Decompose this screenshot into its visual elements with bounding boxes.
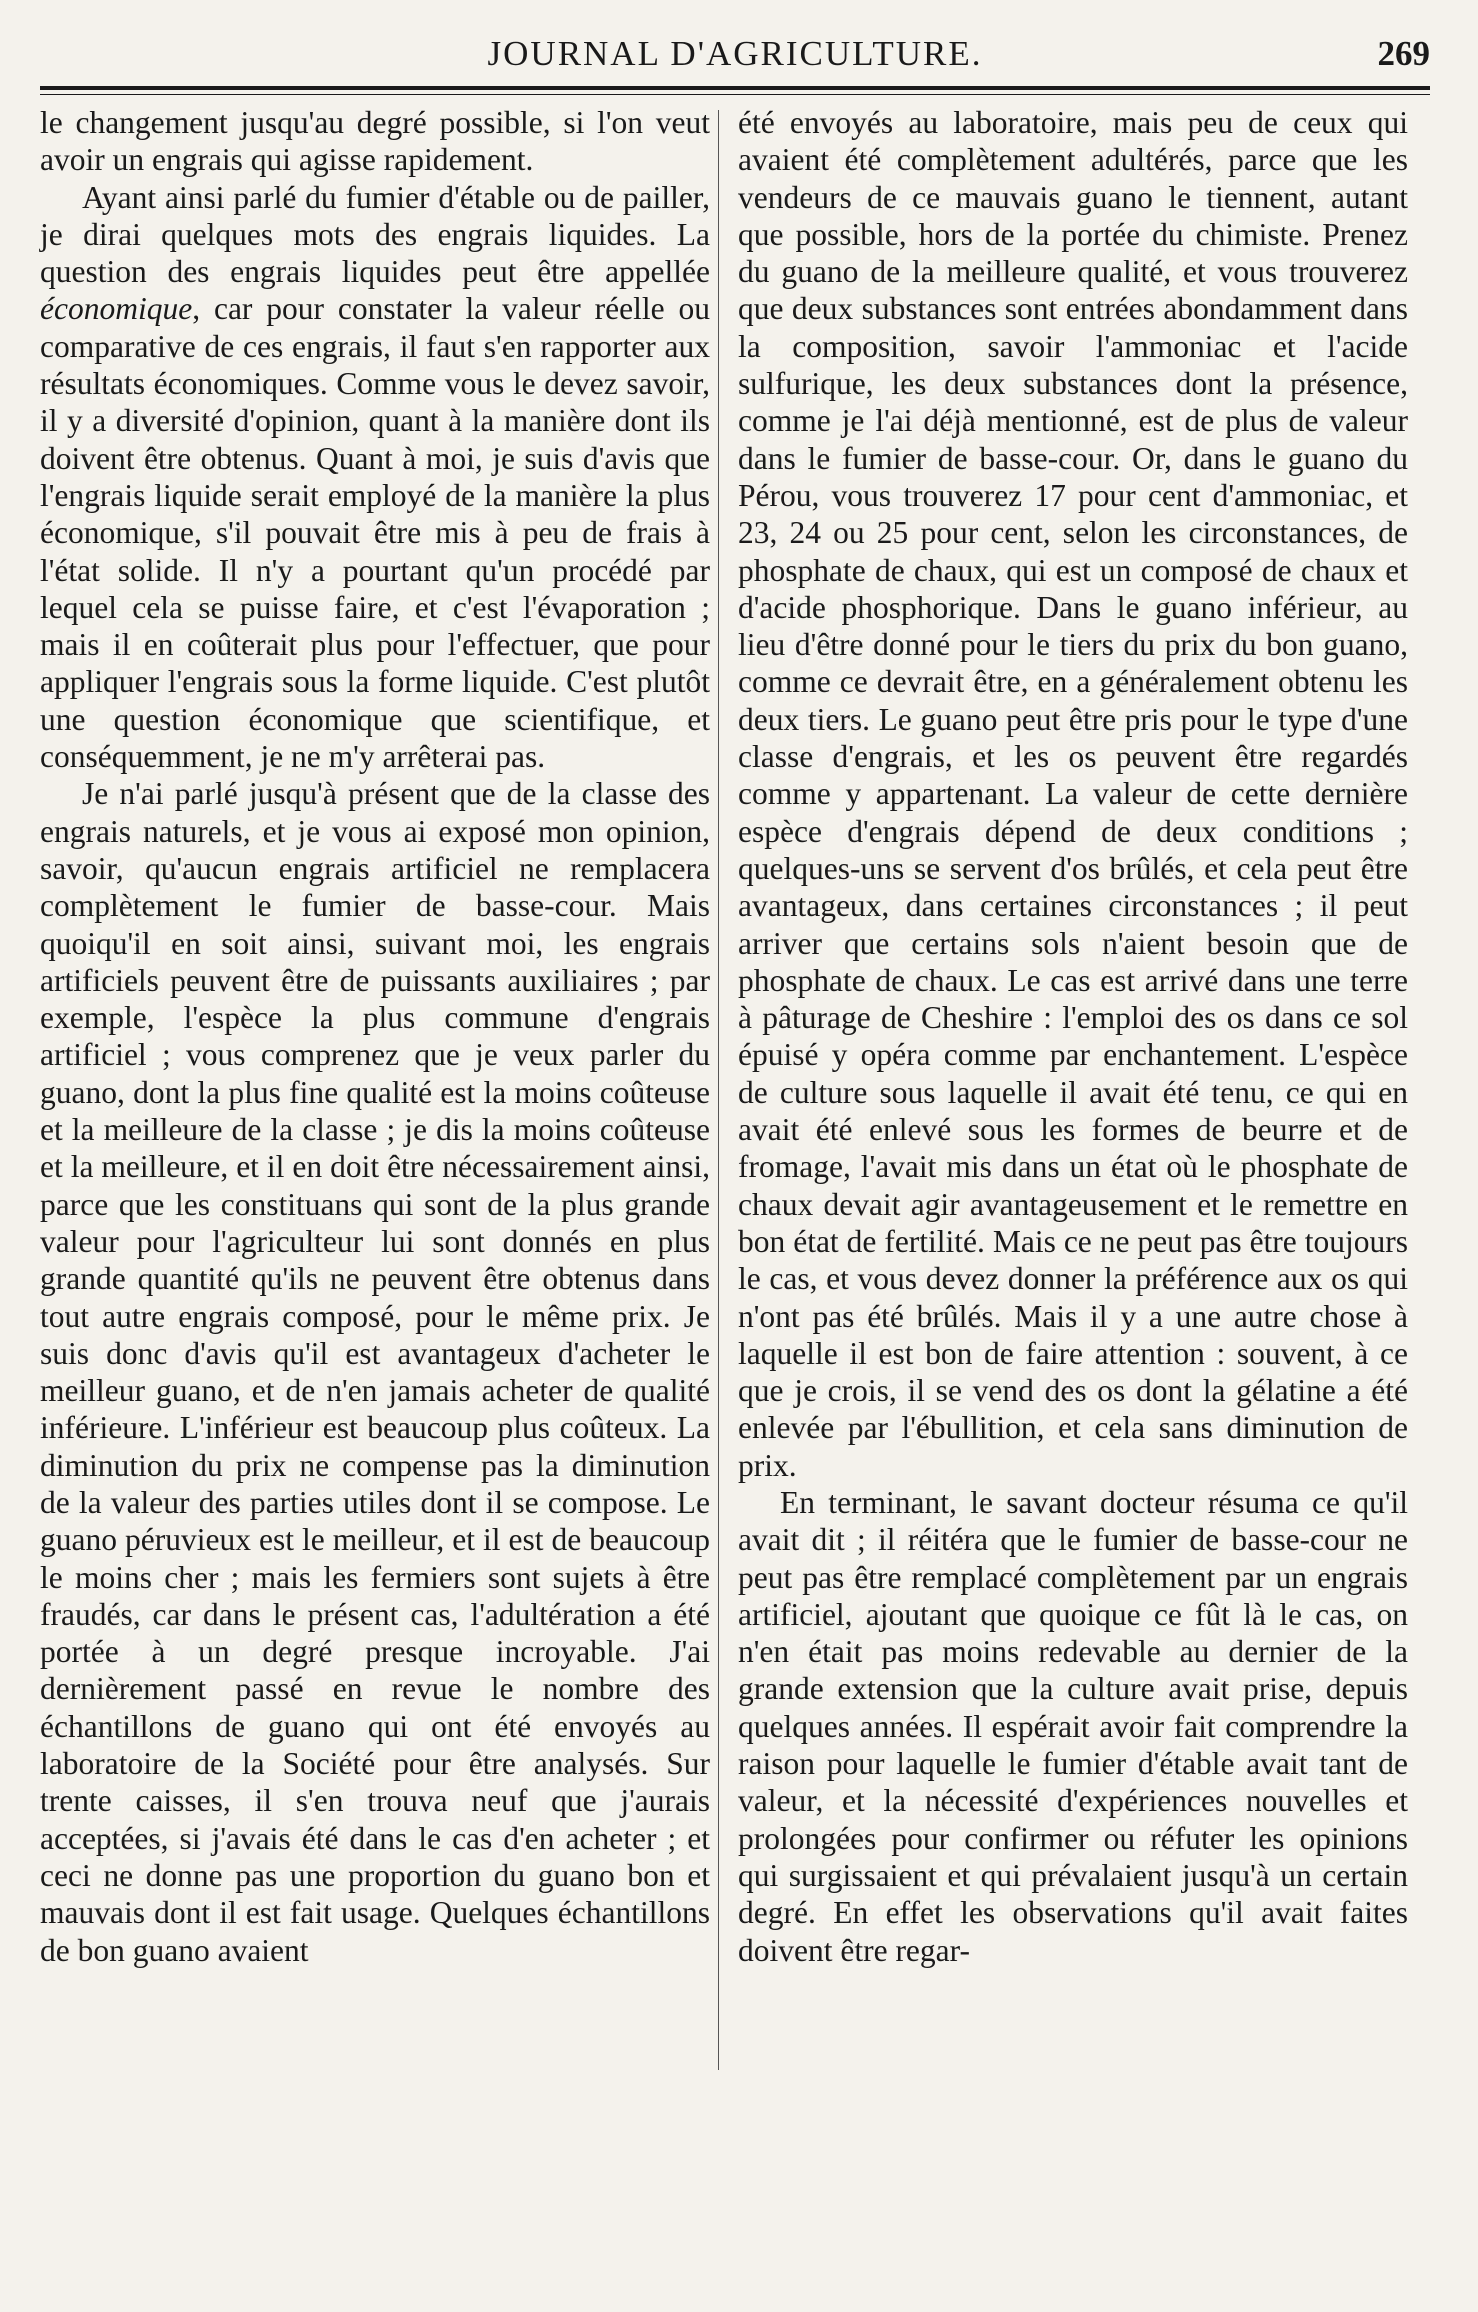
paragraph: En terminant, le savant docteur résuma ce qu'il avait dit ; il réitéra que le fumier de basse-cour ne peut pas être remplacé complètement par un engrais artificiel, ajoutant que quoique ce fût là le cas, on n'en était pas moins redevable au dernier de la grande extension que la culture avait prise, depuis quelques années. Il espérait avoir fait comprendre la raison pour laquelle le fumier d'étable avait tant de valeur, et la nécessité d'expériences nouvelles et prolongées pour confirmer ou réfuter les opinions qui surgissaient et qui prévalaient jusqu'à un certain degré. En effet les observations qu'il avait faites doivent être regar-	[738, 1484, 1408, 1968]
page-number: 269	[1377, 34, 1430, 73]
running-title: JOURNAL D'AGRICULTURE.	[487, 34, 983, 73]
page-header	[40, 34, 1430, 84]
emphasis: économique	[40, 291, 193, 327]
header-rule-thick	[40, 86, 1430, 90]
header-rule-thin	[40, 94, 1430, 95]
paragraph: Ayant ainsi parlé du fumier d'étable ou de pailler, je dirai quelques mots des engrais liquides. La question des engrais liquides peut être appellée économique, car pour constater la valeur réelle ou comparative de ces engrais, il faut s'en rapporter aux résultats économiques. Comme vous le devez savoir, il y a diversité d'opinion, quant à la manière dont ils doivent être obtenus. Quant à moi, je suis d'avis que l'engrais liquide serait employé de la manière la plus économique, s'il pouvait être mis à peu de frais à l'état solide. Il n'y a pourtant qu'un procédé par lequel cela se puisse faire, et c'est l'évaporation ; mais il en coûterait plus pour l'effectuer, que pour appliquer l'engrais sous la forme liquide. C'est plutôt une question économique que scientifique, et conséquemment, je ne m'y arrêterai pas.	[40, 179, 710, 775]
paragraph: le changement jusqu'au degré possible, si l'on veut avoir un engrais qui agisse rapidement.	[40, 105, 710, 178]
paragraph: Je n'ai parlé jusqu'à présent que de la classe des engrais naturels, et je vous ai exposé mon opinion, savoir, qu'aucun engrais artificiel ne remplacera complètement le fumier de basse-cour. Mais quoiqu'il en soit ainsi, suivant moi, les engrais artificiels peuvent être de puissants auxiliaires ; par exemple, l'espèce la plus commune d'engrais artificiel ; vous comprenez que je veux parler du guano, dont la plus fine qualité est la moins coûteuse et la meilleure de la classe ; je dis la moins coûteuse et la meilleure, et il en doit être nécessairement ainsi, parce que les constituans qui sont de la plus grande valeur pour l'agriculteur lui sont donnés en plus grande quantité qu'ils ne peuvent être obtenus dans tout autre engrais composé, pour le même prix. Je suis donc d'avis qu'il est avantageux d'acheter le meilleur guano, et de n'en jamais acheter de qualité inférieure. L'inférieur est beaucoup plus coûteux. La diminution du prix ne compense pas la diminution de la valeur des parties utiles dont il se compose. Le guano péruvieux est le meilleur, et il est de beaucoup le moins cher ; mais les fermiers sont sujets à être fraudés, car dans le présent cas, l'adultération a été portée à un degré presque incroyable. J'ai dernièrement passé en revue le nombre des échantillons de guano qui ont été envoyés au laboratoire de la Société pour être analysés. Sur trente caisses, il s'en trouva neuf que j'aurais acceptées, si j'avais été dans le cas d'en acheter ; et ceci ne donne pas une proportion du guano bon et mauvais dont il est fait usage. Quelques échantillons de bon guano avaient	[40, 776, 710, 1968]
paragraph: été envoyés au laboratoire, mais peu de ceux qui avaient été complètement adultérés, parce que les vendeurs de ce mauvais guano le tiennent, autant que possible, hors de la portée du chimiste. Prenez du guano de la meilleure qualité, et vous trouverez que deux substances sont entrées abondamment dans la composition, savoir l'ammoniac et l'acide sulfurique, les deux substances dont la présence, comme je l'ai déjà mentionné, est de plus de valeur dans le fumier de basse-cour. Or, dans le guano du Pérou, vous trouverez 17 pour cent d'ammoniac, et 23, 24 ou 25 pour cent, selon les circonstances, de phosphate de chaux, qui est un composé de chaux et d'acide phosphorique. Dans le guano inférieur, au lieu d'être donné pour le tiers du prix du bon guano, comme ce devrait être, en a généralement obtenu les deux tiers. Le guano peut être pris pour le type d'une classe d'engrais, et les os peuvent être regardés comme y appartenant. La valeur de cette dernière espèce d'engrais dépend de deux conditions ; quelques-uns se servent d'os brûlés, et cela peut être avantageux, dans certaines circonstances ; il peut arriver que certains sols n'aient besoin que de phosphate de chaux. Le cas est arrivé dans une terre à pâturage de Cheshire : l'emploi des os dans ce sol épuisé y opéra comme par enchantement. L'espèce de culture sous laquelle il avait été tenu, ce qui en avait été enlevé sous les formes de beurre et de fromage, l'avait mis dans un état où le phosphate de chaux devait agir avantageusement et le remettre en bon état de fertilité. Mais ce ne peut pas être toujours le cas, et vous devez donner la préférence aux os qui n'ont pas été brûlés. Mais il y a une autre chose à laquelle il est bon de faire attention : souvent, à ce que je crois, il se vend des os dont la gélatine a été enlevée par l'ébullition, et cela sans diminution de prix.	[738, 105, 1408, 1483]
column-divider	[718, 110, 719, 2070]
right-column	[738, 104, 1408, 1969]
left-column	[40, 104, 710, 1969]
